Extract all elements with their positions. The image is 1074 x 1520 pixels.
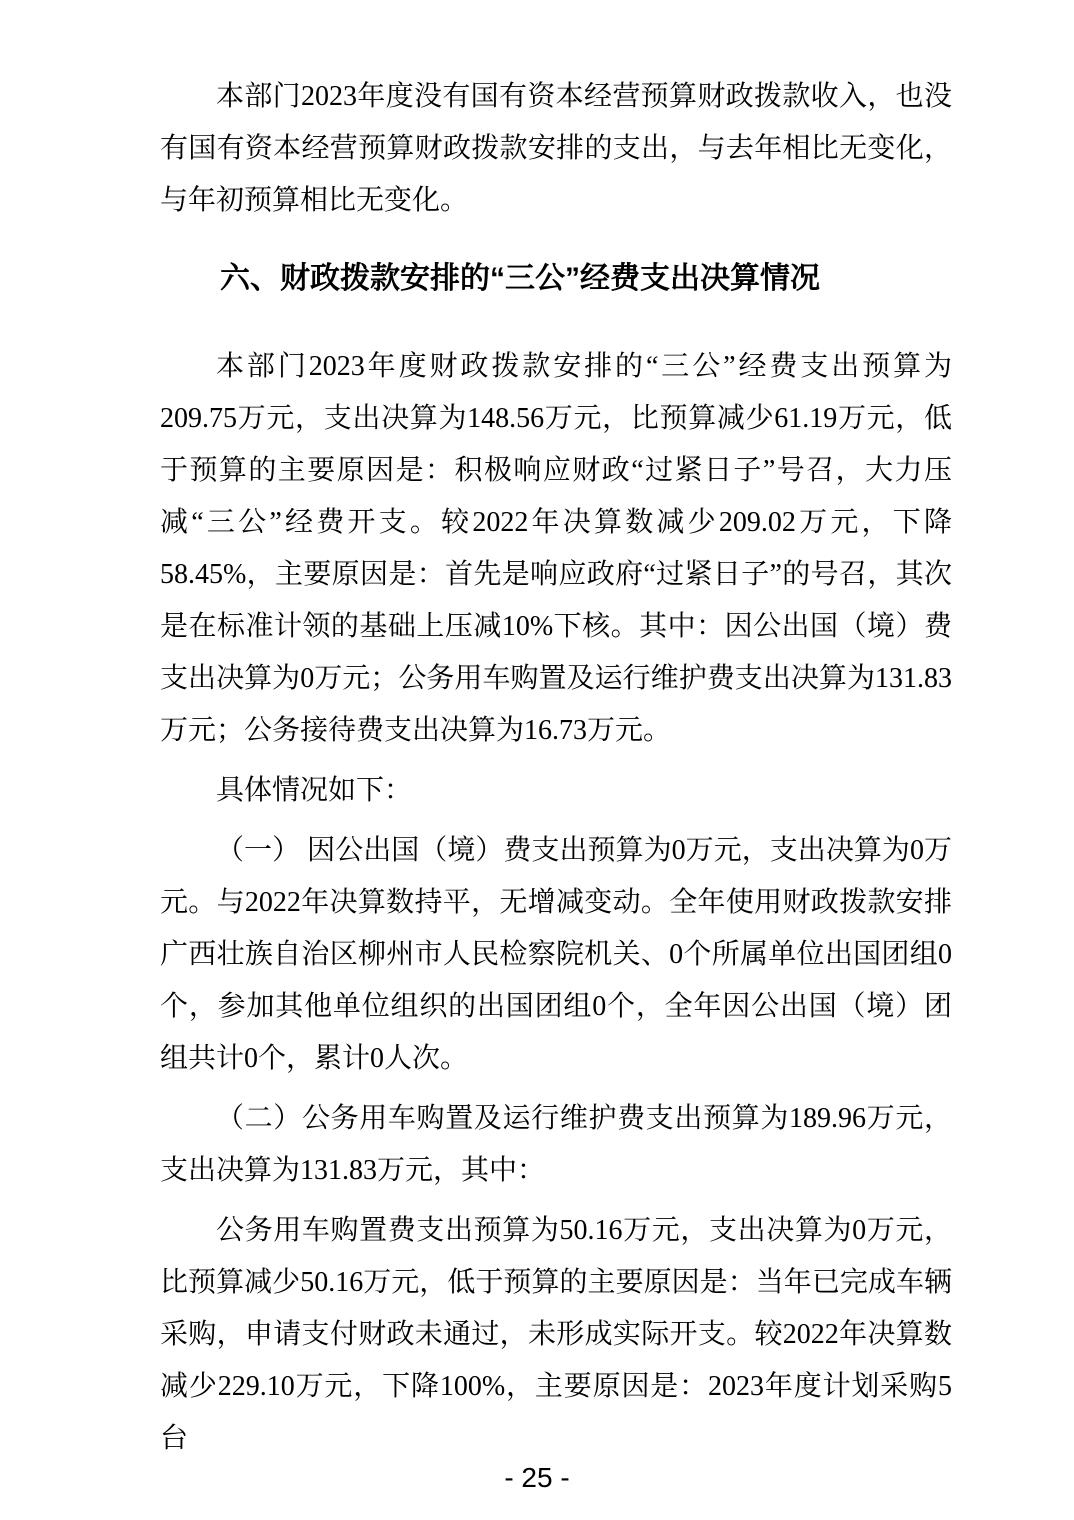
paragraph-three-public-overview: 本部门2023年度财政拨款安排的“三公”经费支出预算为209.75万元，支出决算为148.56万元，比预算减少61.19万元，低于预算的主要原因是：积极响应财政“过紧日子”号召，大力压减“三公”经费开支。较2022年决算数减少209.02万元，下降58.45%，主要原因是：首先是响应政府“过紧日子”的号召，其次是在标准计领的基础上压减10%下核。其中：因公出国（境）费支出决算为0万元；公务用车购置及运行维护费支出决算为131.83万元；公务接待费支出决算为16.73万元。 bbox=[160, 351, 952, 746]
paragraph-vehicle-purchase-detail: 公务用车购置费支出预算为50.16万元，支出决算为0万元，比预算减少50.16万元，低于预算的主要原因是：当年已完成车辆采购，申请支付财政未通过，未形成实际开支。较2022年决算数减少229.10万元，下降100%，主要原因是：2023年度计划采购5台 bbox=[160, 1215, 952, 1454]
paragraph-state-capital-budget: 本部门2023年度没有国有资本经营预算财政拨款收入，也没有国有资本经营预算财政拨款安排的支出，与去年相比无变化，与年初预算相比无变化。 bbox=[160, 81, 952, 216]
paragraph-details-intro: 具体情况如下： bbox=[216, 775, 413, 806]
page-footer bbox=[0, 1458, 1074, 1498]
paragraph-item-two-official-vehicles: （二）公务用车购置及运行维护费支出预算为189.96万元，支出决算为131.83万元，其中： bbox=[160, 1103, 952, 1186]
paragraph-item-one-overseas-trips: （一） 因公出国（境）费支出预算为0万元，支出决算为0万元。与2022年决算数持平，无增减变动。全年使用财政拨款安排广西壮族自治区柳州市人民检察院机关、0个所属单位出国团组0个，参加其他单位组织的出国团组0个，全年因公出国（境）团组共计0个，累计0人次。 bbox=[160, 835, 952, 1074]
document-body bbox=[160, 71, 952, 1465]
section-heading-six-three-public-funds: 六、财政拨款安排的“三公”经费支出决算情况 bbox=[220, 262, 820, 295]
page-number: - 25 - bbox=[504, 1462, 570, 1493]
